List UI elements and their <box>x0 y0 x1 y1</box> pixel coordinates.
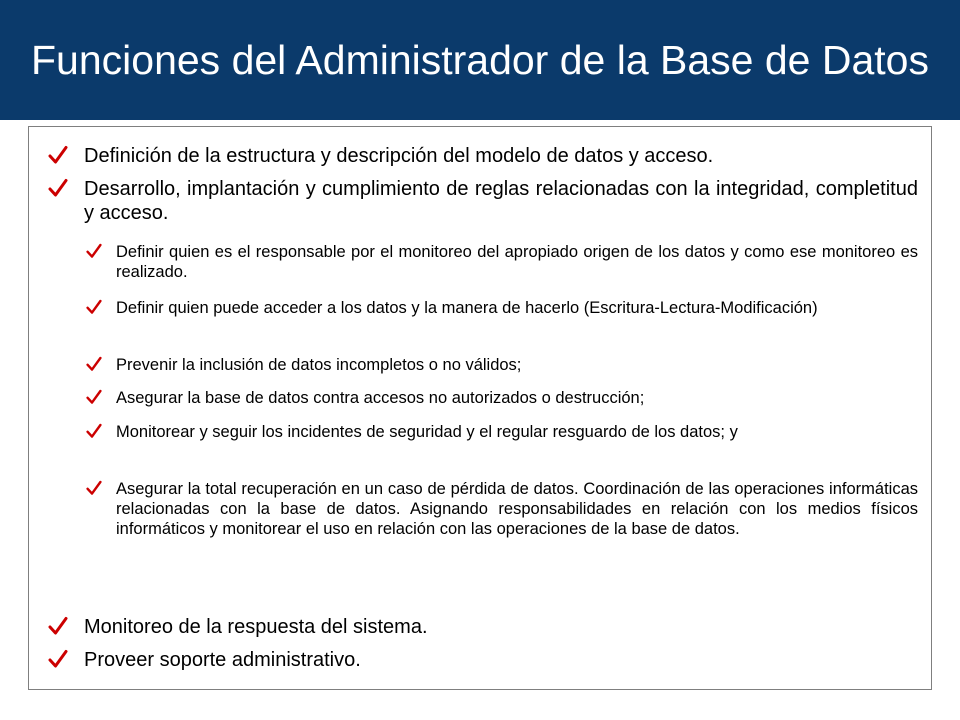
checkmark-icon <box>48 649 68 669</box>
bullet-item <box>48 144 918 168</box>
bullet-text: Definir quien puede acceder a los datos y la manera de hacerlo (Escritura-Lectura-Modificación) <box>116 299 818 317</box>
sub-bullet-item <box>86 355 918 375</box>
checkmark-icon <box>86 423 102 439</box>
bullet-item <box>48 648 918 672</box>
bullet-text: Asegurar la total recuperación en un caso de pérdida de datos. Coordinación de las operaciones informáticas relacionadas con la base de datos. Asignando responsabilidades en relación con los medios físicos informáticos y monitorear el uso en relación con las operaciones de la base de datos. <box>116 480 918 538</box>
sub-bullet-item <box>86 422 918 442</box>
bullet-item <box>48 615 918 639</box>
bullet-text: Monitorear y seguir los incidentes de seguridad y el regular resguardo de los datos; y <box>116 423 738 441</box>
bullet-text: Definir quien es el responsable por el monitoreo del apropiado origen de los datos y como ese monitoreo es realizado. <box>116 243 918 281</box>
bullet-text: Asegurar la base de datos contra accesos no autorizados o destrucción; <box>116 389 645 407</box>
sub-bullet-item <box>86 388 918 408</box>
bullet-text: Prevenir la inclusión de datos incompletos o no válidos; <box>116 356 522 374</box>
bullet-text: Proveer soporte administrativo. <box>84 649 361 671</box>
bullet-item <box>48 177 918 225</box>
bullet-text: Monitoreo de la respuesta del sistema. <box>84 616 428 638</box>
sub-bullet-item <box>86 298 918 318</box>
bullet-text: Definición de la estructura y descripción del modelo de datos y acceso. <box>84 145 714 167</box>
checkmark-icon <box>86 480 102 496</box>
title-bar <box>0 0 960 120</box>
checkmark-icon <box>86 389 102 405</box>
sub-bullet-item <box>86 242 918 282</box>
slide-title: Funciones del Administrador de la Base de Datos <box>31 37 929 83</box>
bullet-text: Desarrollo, implantación y cumplimiento de reglas relacionadas con la integridad, completitud y acceso. <box>84 178 918 224</box>
checkmark-icon <box>48 145 68 165</box>
checkmark-icon <box>86 356 102 372</box>
sub-bullet-item <box>86 479 918 539</box>
checkmark-icon <box>48 616 68 636</box>
checkmark-icon <box>48 178 68 198</box>
checkmark-icon <box>86 299 102 315</box>
checkmark-icon <box>86 243 102 259</box>
